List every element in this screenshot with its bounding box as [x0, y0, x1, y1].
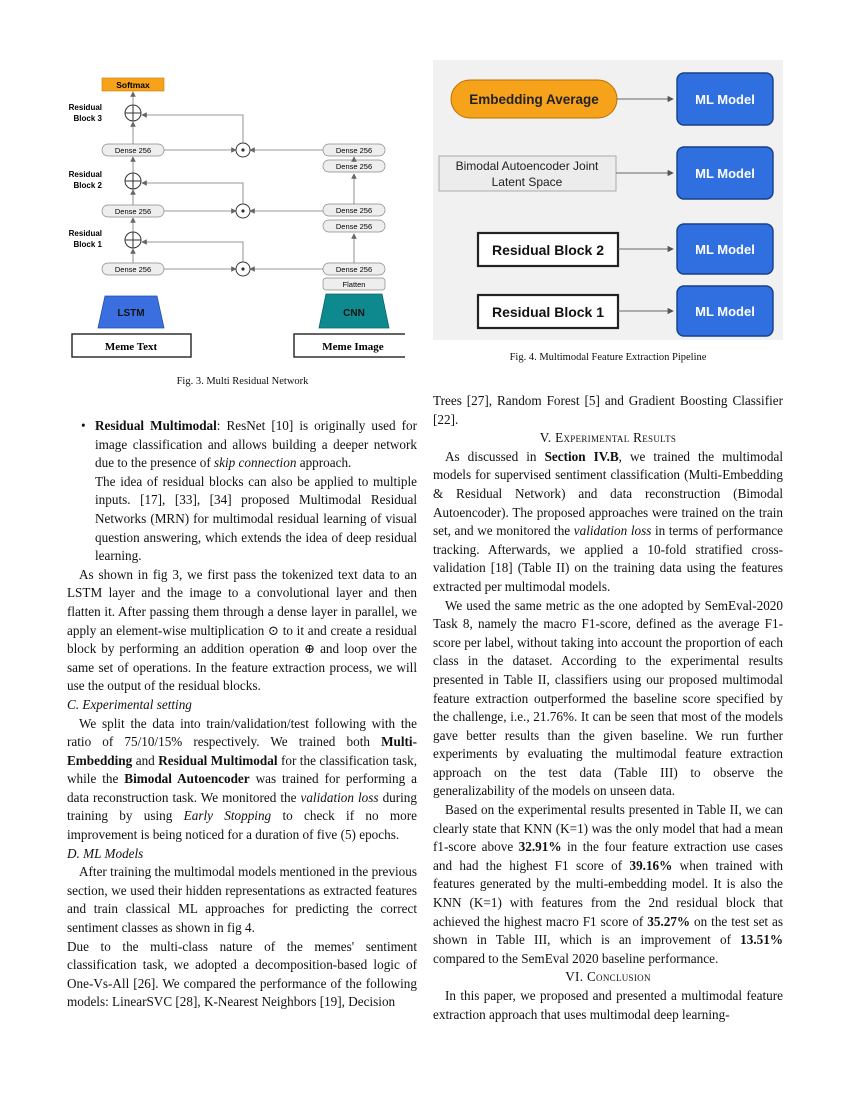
- right-dense-6-label: Dense 256: [335, 146, 373, 155]
- v1-c: , we trained the multimodal models for supervised sentiment classification (Multi-Embedding & Residual Network) and data reconstruction (Bimodal Autoencoder). The proposed approaches were trained on the train set, and we monitored the: [433, 448, 783, 539]
- bullet-p1-a: : ResNet [10] is originally used for image classification and allows building a deeper network due to the presence of: [95, 418, 417, 471]
- c-b2: Residual Multimodal: [158, 752, 278, 768]
- c-4: was trained for performing a data reconstruction task. We monitored the: [67, 771, 417, 805]
- multiply-icon-2: [236, 204, 250, 218]
- v3-g: on the test set as shown in Table III, which is an improvement of: [433, 913, 783, 948]
- ml-model-label-3: ML Model: [695, 242, 755, 257]
- section-v-heading: V. Experimental Results: [539, 430, 677, 446]
- section-c-heading: C. Experimental setting: [67, 696, 192, 712]
- multiply-icon-1: [236, 262, 250, 276]
- embedding-average-label: Embedding Average: [469, 92, 599, 107]
- right-column: [433, 392, 783, 1024]
- plus-icon-rb1: [125, 232, 141, 248]
- bimodal-label-1: Bimodal Autoencoder Joint: [455, 159, 599, 173]
- flatten-label: Flatten: [342, 280, 366, 289]
- para-exp-setting: [67, 715, 417, 845]
- rb1-label: Residual Block 1: [491, 304, 605, 320]
- v1-b: Section IV.B: [544, 448, 619, 464]
- section-d-heading: D. ML Models: [67, 845, 144, 861]
- plus-icon-rb2: [125, 173, 141, 189]
- c-3: for the classification task, while the: [67, 752, 417, 787]
- para-ml-models-1: After training the multimodal models mentioned in the previous section, we used their hidden representations as extracted features and train classical ML approaches for predicting the correct sentiment classes as shown in fig 4.: [67, 864, 417, 936]
- v3-f: 35.27%: [647, 913, 691, 929]
- bullet-p1-b: approach.: [296, 455, 352, 471]
- ml-model-label-1: ML Model: [695, 92, 755, 107]
- para-results-1: [433, 448, 783, 597]
- bullet-dot: •: [81, 418, 86, 433]
- fig3-diagram: [60, 70, 405, 365]
- fig4-caption: Fig. 4. Multimodal Feature Extraction Pipeline: [509, 352, 707, 363]
- para-conclusion: In this paper, we proposed and presented a multimodal feature extraction approach that uses multimodal deep learning-: [433, 988, 783, 1022]
- meme-text-label: Meme Text: [104, 341, 158, 353]
- rb2-label: Residual Block 2: [491, 242, 605, 258]
- rb3-label-1: Residual: [68, 103, 102, 112]
- ml-model-label-4: ML Model: [695, 304, 755, 319]
- bullet-p1: [95, 417, 417, 473]
- para-results-3: [433, 801, 783, 968]
- rb2-label-1: Residual: [68, 170, 102, 179]
- bullet-p2: The idea of residual blocks can also be applied to multiple inputs. [17], [33], [34] proposed Multimodal Residual Networks (MRN) for multimodal residual learning of visual question answering, which extends the idea of deep residual learning.: [95, 473, 417, 564]
- v1-d: in terms of performance tracking. Afterwards, we applied a 10-fold stratified cross-validation [18] (Table II) on the training data using the features extracted per multimodal models.: [433, 523, 784, 594]
- lstm-label: LSTM: [117, 308, 145, 319]
- c-6: to check if no more improvement is being noticed for a duration of five (5) epochs.: [67, 808, 417, 843]
- cnn-label: CNN: [343, 308, 365, 319]
- bimodal-label-2: Latent Space: [491, 175, 563, 189]
- rb1-label-1: Residual: [68, 229, 102, 238]
- c-1: We split the data into train/validation/test following with the ratio of 75/10/15% respectively. We trained both: [67, 715, 417, 750]
- para-fig3-desc: As shown in fig 3, we first pass the tokenized text data to an LSTM layer and the image to a convolutional layer and then flatten it. After passing them through a dense layer in parallel, we apply an element-wise multiplication ⊙ to it and create a residual block by performing an addition operation ⊕ and loop over the same set of operations. In the feature extraction process, we will use the output of the residual blocks.: [67, 566, 417, 694]
- c-em2: Early Stopping: [183, 808, 272, 824]
- rb3-label-2: Block 3: [73, 114, 102, 123]
- para-ml-models-2: Due to the multi-class nature of the memes' sentiment classification task, we adopted a decomposition-based logic of One-Vs-All [26]. We compared the performance of the following models: LinearSVC [28], K-Nearest Neighbors [19], Decision: [67, 938, 417, 1010]
- right-dense-3-label: Dense 256: [335, 222, 373, 231]
- left-dense-2-label: Dense 256: [114, 207, 152, 216]
- left-dense-3-label: Dense 256: [114, 146, 152, 155]
- meme-image-label: Meme Image: [322, 341, 384, 353]
- plus-icon-rb3: [125, 105, 141, 121]
- c-em1: validation loss: [300, 789, 379, 805]
- v1-em: validation loss: [573, 523, 652, 539]
- c-b1: Multi-Embedding: [67, 734, 417, 768]
- rb2-label-2: Block 2: [73, 181, 102, 190]
- multiply-icon-3: [236, 143, 250, 157]
- v3-d: 39.16%: [629, 857, 673, 873]
- para-results-2: We used the same metric as the one adopted by SemEval-2020 Task 8, namely the macro F1-score, defined as the average F1-score per label, without taking into account the proportion of each class in the dataset. According to the experimental results presented in Table II, classifiers using our proposed multimodal feature extraction outperformed the baseline score specified by the challenge, i.e., 21.76%. It can be seen that most of the models gave better results than the given baseline. We run further experiments by evaluating the multimodal feature extraction approach on the test data (Table III) to observe the generalizability of the models on unseen data.: [433, 597, 783, 799]
- v3-c: in the four feature extraction use cases and had the highest F1 score of: [433, 839, 783, 873]
- c-b3: Bimodal Autoencoder: [124, 771, 250, 787]
- softmax-label: Softmax: [116, 80, 150, 90]
- rb1-label-2: Block 1: [73, 240, 102, 249]
- left-column: [67, 417, 417, 1012]
- c-2: and: [132, 752, 159, 768]
- right-dense-5-label: Dense 256: [335, 162, 373, 171]
- section-vi-heading: VI. Conclusion: [565, 969, 651, 985]
- v3-i: compared to the SemEval 2020 baseline performance.: [433, 950, 719, 966]
- bullet-residual-multimodal: [67, 417, 417, 566]
- v3-h: 13.51%: [740, 932, 783, 948]
- bullet-p1-em: skip connection: [214, 455, 297, 471]
- fig3-caption: Fig. 3. Multi Residual Network: [176, 376, 309, 387]
- v3-b: 32.91%: [518, 839, 562, 855]
- fig4-diagram: [433, 60, 783, 340]
- v1-a: As discussed in: [445, 448, 545, 464]
- bullet-title: Residual Multimodal: [95, 418, 217, 433]
- left-dense-1-label: Dense 256: [114, 265, 152, 274]
- v3-e: when trained with features generated by the multi-embedding model. It is also the KNN (K=1) with features from the 2nd residual block that achieved the highest macro F1 score of: [433, 857, 783, 929]
- para-continuation: Trees [27], Random Forest [5] and Gradient Boosting Classifier [22].: [433, 393, 783, 427]
- right-dense-1-label: Dense 256: [335, 265, 373, 274]
- ml-model-label-2: ML Model: [695, 166, 755, 181]
- c-5: during training by using: [67, 789, 417, 824]
- v3-a: Based on the experimental results presented in Table II, we can clearly state that KNN (K=1) was the only model that had a mean f1-score above: [433, 802, 783, 855]
- right-dense-4-label: Dense 256: [335, 206, 373, 215]
